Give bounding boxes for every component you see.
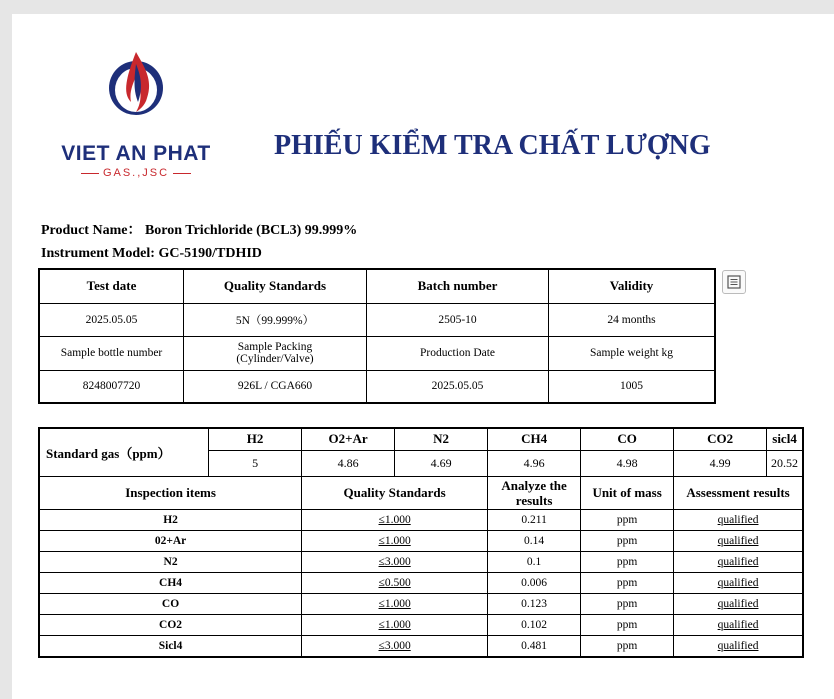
product-value: Boron Trichloride (BCL3) 99.999% [144,223,358,238]
instrument-value: GC-5190/TDHID [158,246,262,261]
sample-packing-value: 926L / CGA660 [184,370,367,403]
company-logo [36,50,236,190]
sample-bottle-label: Sample bottle number [39,336,184,370]
gas-co2: CO2 [674,428,767,450]
header-quality-standards-2: Quality Standards [302,476,488,509]
info-table [38,268,716,404]
unit-cell: ppm [581,530,674,551]
header-analyze-line1: Analyze the [501,477,567,493]
standard-gas-label: Standard gas（ppm） [39,428,209,476]
table-row [39,551,803,572]
header-assessment-results: Assessment results [674,476,803,509]
batch-number-value: 2505-10 [367,303,549,336]
assessment-cell: qualified [674,593,803,614]
instrument-line [41,246,262,262]
product-label: Product Name： [41,223,142,238]
test-date-value: 2025.05.05 [39,303,184,336]
gas-sicl4: sicl4 [767,428,803,450]
result-cell: 0.123 [488,593,581,614]
production-date-value: 2025.05.05 [367,370,549,403]
item-cell: CO2 [39,614,302,635]
gas-value-co2: 4.99 [674,450,767,476]
standard-cell: ≤1.000 [302,530,488,551]
result-cell: 0.211 [488,509,581,530]
standard-cell: ≤3.000 [302,635,488,657]
item-cell: Sicl4 [39,635,302,657]
sample-weight-label: Sample weight kg [549,336,716,370]
scan-glyph-icon [727,275,741,289]
standard-cell: ≤3.000 [302,551,488,572]
header-analyze-line2: results [515,492,553,508]
unit-cell: ppm [581,593,674,614]
item-cell: 02+Ar [39,530,302,551]
gas-value-o2ar: 4.86 [302,450,395,476]
header-unit-of-mass: Unit of mass [581,476,674,509]
gas-co: CO [581,428,674,450]
results-table [38,427,804,658]
gas-value-ch4: 4.96 [488,450,581,476]
standard-cell: ≤1.000 [302,509,488,530]
standard-cell: ≤0.500 [302,572,488,593]
gas-value-co: 4.98 [581,450,674,476]
sample-weight-value: 1005 [549,370,716,403]
gas-ch4: CH4 [488,428,581,450]
table-row [39,509,803,530]
sample-packing-label [184,336,367,370]
product-line [41,219,357,239]
page-title: PHIẾU KIỂM TRA CHẤT LƯỢNG [274,130,711,161]
gas-h2: H2 [209,428,302,450]
sample-bottle-value: 8248007720 [39,370,184,403]
table-row [39,530,803,551]
item-cell: CO [39,593,302,614]
result-rows [39,509,803,657]
scan-icon[interactable] [722,270,746,294]
brand-name: VIET AN PHAT [61,142,211,165]
item-cell: N2 [39,551,302,572]
header-test-date: Test date [39,269,184,303]
table-row [39,614,803,635]
unit-cell: ppm [581,635,674,657]
unit-cell: ppm [581,551,674,572]
validity-value: 24 months [549,303,716,336]
production-date-label: Production Date [367,336,549,370]
header-batch-number: Batch number [367,269,549,303]
item-cell: H2 [39,509,302,530]
quality-standard-value: 5N（99.999%） [184,303,367,336]
assessment-cell: qualified [674,509,803,530]
item-cell: CH4 [39,572,302,593]
table-row [39,593,803,614]
gas-value-n2: 4.69 [395,450,488,476]
standard-cell: ≤1.000 [302,593,488,614]
assessment-cell: qualified [674,551,803,572]
header-inspection-items: Inspection items [39,476,302,509]
result-cell: 0.1 [488,551,581,572]
header-quality-standards: Quality Standards [184,269,367,303]
result-cell: 0.481 [488,635,581,657]
assessment-cell: qualified [674,635,803,657]
result-cell: 0.006 [488,572,581,593]
table-row [39,635,803,657]
gas-o2ar: O2+Ar [302,428,395,450]
result-cell: 0.102 [488,614,581,635]
gas-n2: N2 [395,428,488,450]
header-validity: Validity [549,269,716,303]
sample-packing-line2: (Cylinder/Valve) [236,353,314,365]
unit-cell: ppm [581,614,674,635]
brand-subtitle: GAS.,JSC [36,167,236,179]
instrument-label: Instrument Model: [41,246,155,261]
unit-cell: ppm [581,572,674,593]
assessment-cell: qualified [674,614,803,635]
flame-logo-icon [105,50,167,118]
unit-cell: ppm [581,509,674,530]
assessment-cell: qualified [674,572,803,593]
standard-cell: ≤1.000 [302,614,488,635]
gas-value-sicl4: 20.52 [767,450,803,476]
assessment-cell: qualified [674,530,803,551]
result-cell: 0.14 [488,530,581,551]
gas-value-h2: 5 [209,450,302,476]
table-row [39,572,803,593]
header-analyze-results [488,476,581,509]
sample-packing-line1: Sample Packing [237,341,313,353]
